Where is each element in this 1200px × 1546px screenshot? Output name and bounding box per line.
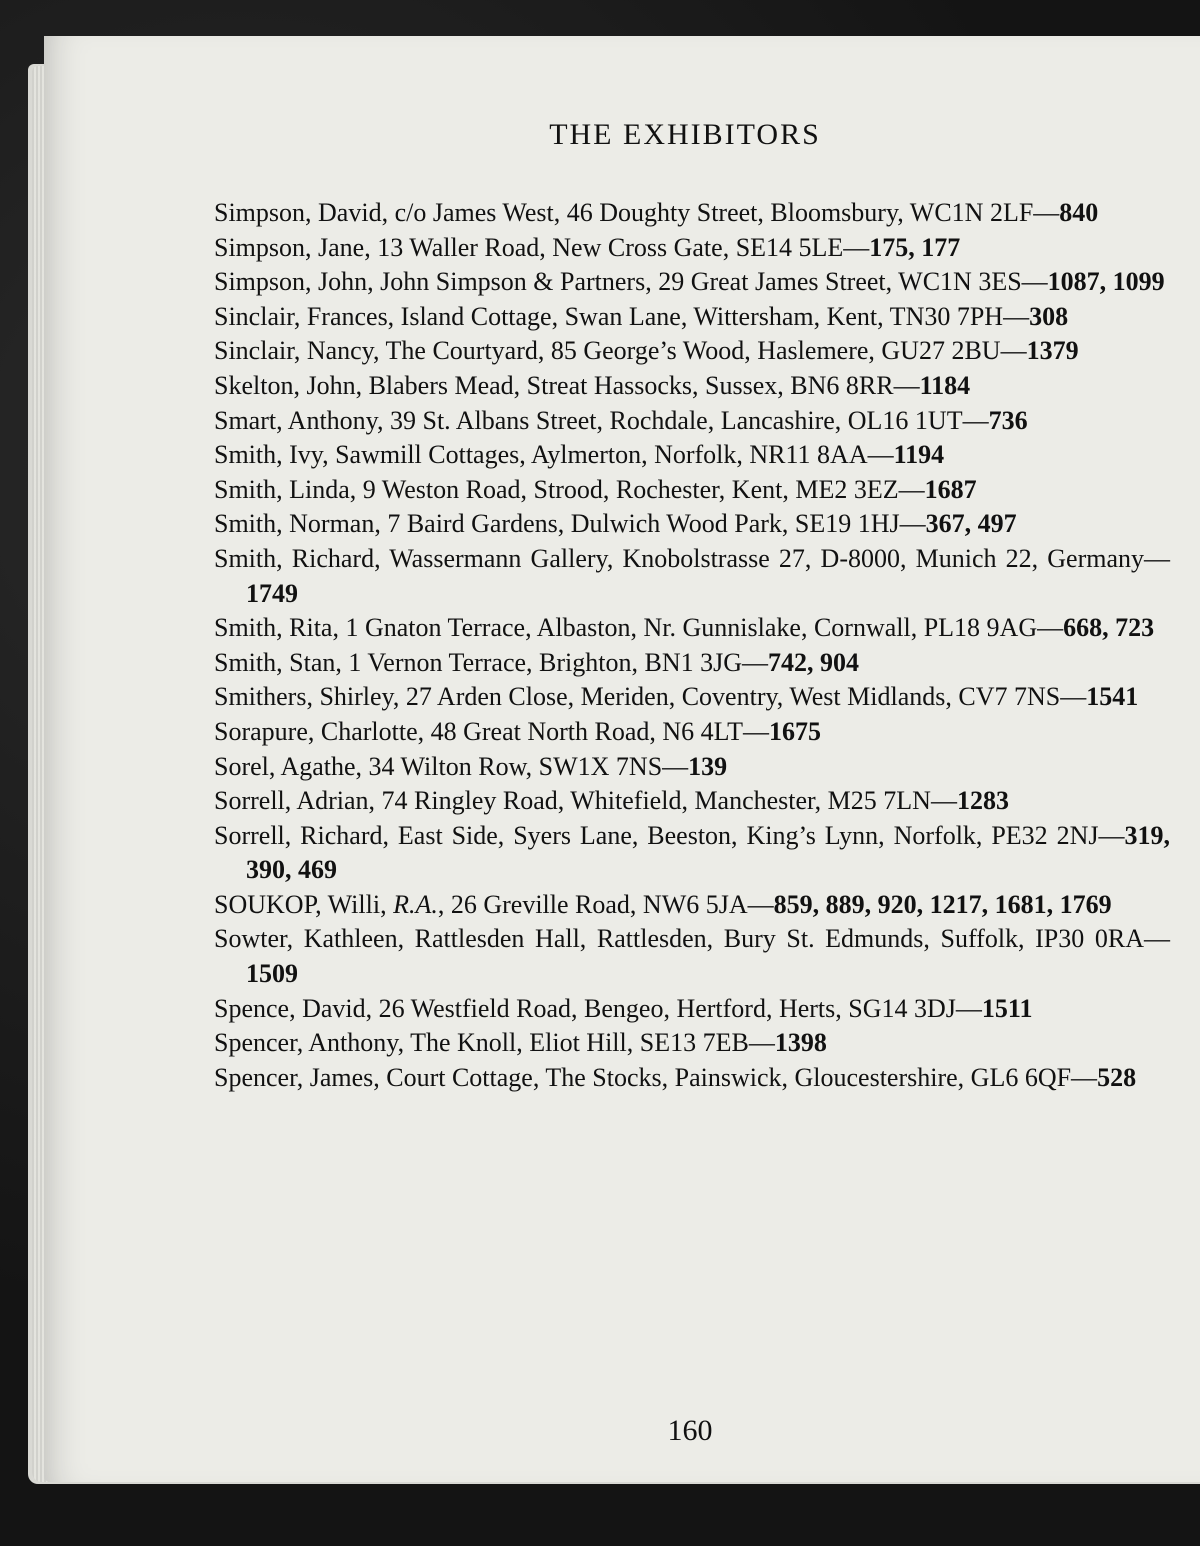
list-item: Smith, Stan, 1 Vernon Terrace, Brighton, BN1 3JG—742, 904: [214, 647, 860, 677]
page-number: 160: [667, 1414, 713, 1447]
exhibitor-list: [214, 196, 1170, 1095]
list-item: Skelton, John, Blabers Mead, Streat Hassocks, Sussex, BN6 8RR—1184: [214, 370, 971, 400]
list-item: Smart, Anthony, 39 St. Albans Street, Rochdale, Lancashire, OL16 1UT—736: [214, 405, 1028, 435]
list-item: SOUKOP, Willi, R.A., 26 Greville Road, NW6 5JA—859, 889, 920, 1217, 1681, 1769: [214, 889, 1112, 919]
list-item: Spencer, Anthony, The Knoll, Eliot Hill, SE13 7EB—1398: [214, 1028, 827, 1058]
list-item: Smith, Norman, 7 Baird Gardens, Dulwich Wood Park, SE19 1HJ—367, 497: [214, 509, 1017, 539]
list-item: Sorrell, Adrian, 74 Ringley Road, Whitefield, Manchester, M25 7LN—1283: [214, 786, 1009, 816]
list-item: Spencer, James, Court Cottage, The Stocks, Painswick, Gloucestershire, GL6 6QF—528: [214, 1062, 1137, 1092]
list-item: Smithers, Shirley, 27 Arden Close, Meriden, Coventry, West Midlands, CV7 7NS—1541: [214, 682, 1139, 712]
list-item: Simpson, Jane, 13 Waller Road, New Cross Gate, SE14 5LE—175, 177: [214, 232, 961, 262]
list-item: Sowter, Kathleen, Rattlesden Hall, Rattlesden, Bury St. Edmunds, Suffolk, IP30 0RA—1509: [214, 924, 1170, 989]
list-item: Smith, Richard, Wassermann Gallery, Knobolstrasse 27, D-8000, Munich 22, Germany—1749: [214, 543, 1170, 608]
list-item: Smith, Rita, 1 Gnaton Terrace, Albaston, Nr. Gunnislake, Cornwall, PL18 9AG—668, 723: [214, 613, 1155, 643]
list-item: Sinclair, Frances, Island Cottage, Swan Lane, Wittersham, Kent, TN30 7PH—308: [214, 301, 1069, 331]
list-item: Smith, Linda, 9 Weston Road, Strood, Rochester, Kent, ME2 3EZ—1687: [214, 474, 977, 504]
list-item: Sorel, Agathe, 34 Wilton Row, SW1X 7NS—139: [214, 751, 728, 781]
list-item: Simpson, David, c/o James West, 46 Doughty Street, Bloomsbury, WC1N 2LF—840: [214, 198, 1099, 227]
list-item: Simpson, John, John Simpson & Partners, 29 Great James Street, WC1N 3ES—1087, 1099: [214, 267, 1165, 297]
list-item: Spence, David, 26 Westfield Road, Bengeo, Hertford, Herts, SG14 3DJ—1511: [214, 993, 1033, 1023]
list-item: Sorrell, Richard, East Side, Syers Lane, Beeston, King’s Lynn, Norfolk, PE32 2NJ—319, 390, 469: [214, 820, 1170, 885]
list-item: Smith, Ivy, Sawmill Cottages, Aylmerton, Norfolk, NR11 8AA—1194: [214, 440, 945, 470]
list-item: Sorapure, Charlotte, 48 Great North Road, N6 4LT—1675: [214, 716, 822, 746]
list-item: Sinclair, Nancy, The Courtyard, 85 George’s Wood, Haslemere, GU27 2BU—1379: [214, 336, 1079, 366]
page-header: THE EXHIBITORS: [549, 118, 821, 151]
